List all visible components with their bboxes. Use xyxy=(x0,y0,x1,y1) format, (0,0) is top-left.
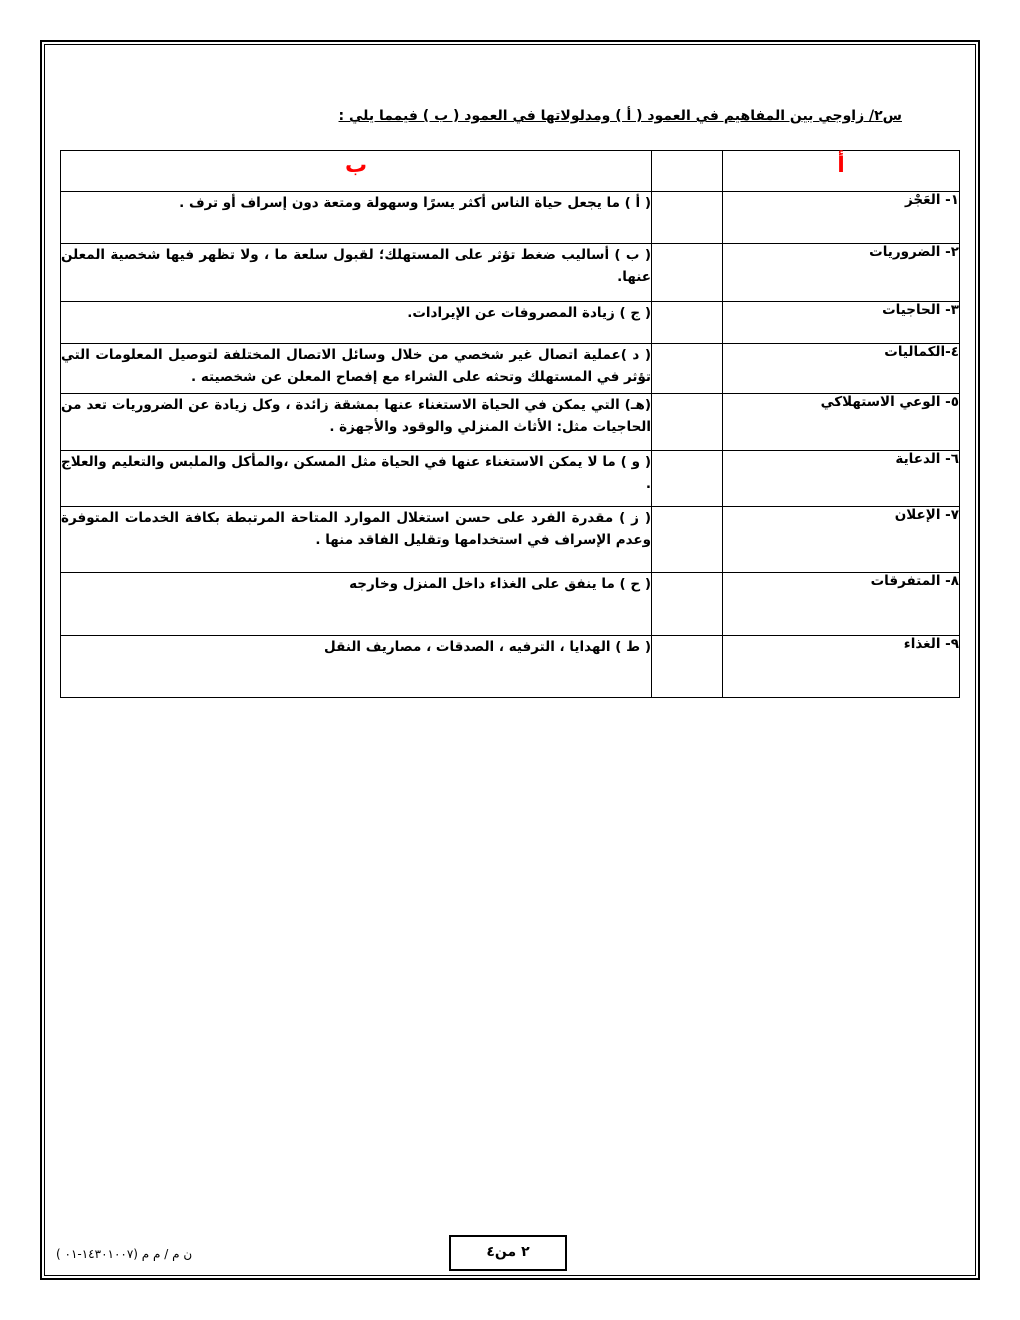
term-cell: ٤-الكماليات xyxy=(723,344,960,394)
term-cell: ٣- الحاجيات xyxy=(723,302,960,344)
answer-cell[interactable] xyxy=(652,302,723,344)
term-cell: ٧- الإعلان xyxy=(723,507,960,573)
answer-cell[interactable] xyxy=(652,451,723,507)
column-a-header: أ xyxy=(723,151,960,192)
table-row xyxy=(61,451,960,507)
definition-cell: ( ط ) الهدايا ، الترفيه ، الصدقات ، مصاريف النقل xyxy=(61,636,652,698)
definition-cell: ( و ) ما لا يمكن الاستغناء عنها في الحياة مثل المسكن ،والمأكل والملبس والتعليم والعلاج . xyxy=(61,451,652,507)
table-row xyxy=(61,302,960,344)
table-header-row xyxy=(61,151,960,192)
term-cell: ٥- الوعي الاستهلاكي xyxy=(723,394,960,451)
table-row xyxy=(61,636,960,698)
table-row xyxy=(61,192,960,244)
definition-cell: ( ج ) زيادة المصروفات عن الإيرادات. xyxy=(61,302,652,344)
answer-cell[interactable] xyxy=(652,573,723,636)
question-title: س٢/ زاوجي بين المفاهيم في العمود ( أ ) ومدلولاتها في العمود ( ب ) فيمما يلي : xyxy=(338,108,902,124)
term-cell: ٦- الدعاية xyxy=(723,451,960,507)
page-number: ٢ من٤ xyxy=(449,1235,567,1271)
answer-cell[interactable] xyxy=(652,244,723,302)
definition-cell: ( د )عملية اتصال غير شخصي من خلال وسائل الاتصال المختلفة لتوصيل المعلومات التي تؤثر في المستهلك وتحثه على الشراء مع إفصاح المعلن عن شخصيته . xyxy=(61,344,652,394)
definition-cell: ( ح ) ما ينفق على الغذاء داخل المنزل وخارجه xyxy=(61,573,652,636)
answer-cell[interactable] xyxy=(652,636,723,698)
answer-cell[interactable] xyxy=(652,507,723,573)
document-code: ن م / م م (١٤٣٠١٠٠٧-٠١ ) xyxy=(56,1247,193,1261)
table-row xyxy=(61,344,960,394)
table-row xyxy=(61,507,960,573)
answer-column-header xyxy=(652,151,723,192)
answer-cell[interactable] xyxy=(652,344,723,394)
definition-cell: ( أ ) ما يجعل حياة الناس أكثر يسرًا وسهولة ومتعة دون إسراف أو ترف . xyxy=(61,192,652,244)
term-cell: ٢- الضروريات xyxy=(723,244,960,302)
column-b-header: ب xyxy=(61,151,652,192)
term-cell: ١- العَجْز xyxy=(723,192,960,244)
answer-cell[interactable] xyxy=(652,394,723,451)
answer-cell[interactable] xyxy=(652,192,723,244)
term-cell: ٩- الغذاء xyxy=(723,636,960,698)
definition-cell: ( ب ) أساليب ضغط تؤثر على المستهلك؛ لقبول سلعة ما ، ولا تظهر فيها شخصية المعلن عنها. xyxy=(61,244,652,302)
definition-cell: ( ز ) مقدرة الفرد على حسن استغلال الموارد المتاحة المرتبطة بكافة الخدمات المتوفرة وعدم الإسراف في استخدامها وتقليل الفاقد منها . xyxy=(61,507,652,573)
table-row xyxy=(61,244,960,302)
definition-cell: (هـ) التي يمكن في الحياة الاستغناء عنها بمشقة زائدة ، وكل زيادة عن الضروريات تعد من الحاجيات مثل: الأثاث المنزلي والوقود والأجهزة . xyxy=(61,394,652,451)
table-row xyxy=(61,573,960,636)
table-row xyxy=(61,394,960,451)
term-cell: ٨- المتفرقات xyxy=(723,573,960,636)
matching-table xyxy=(60,150,960,698)
